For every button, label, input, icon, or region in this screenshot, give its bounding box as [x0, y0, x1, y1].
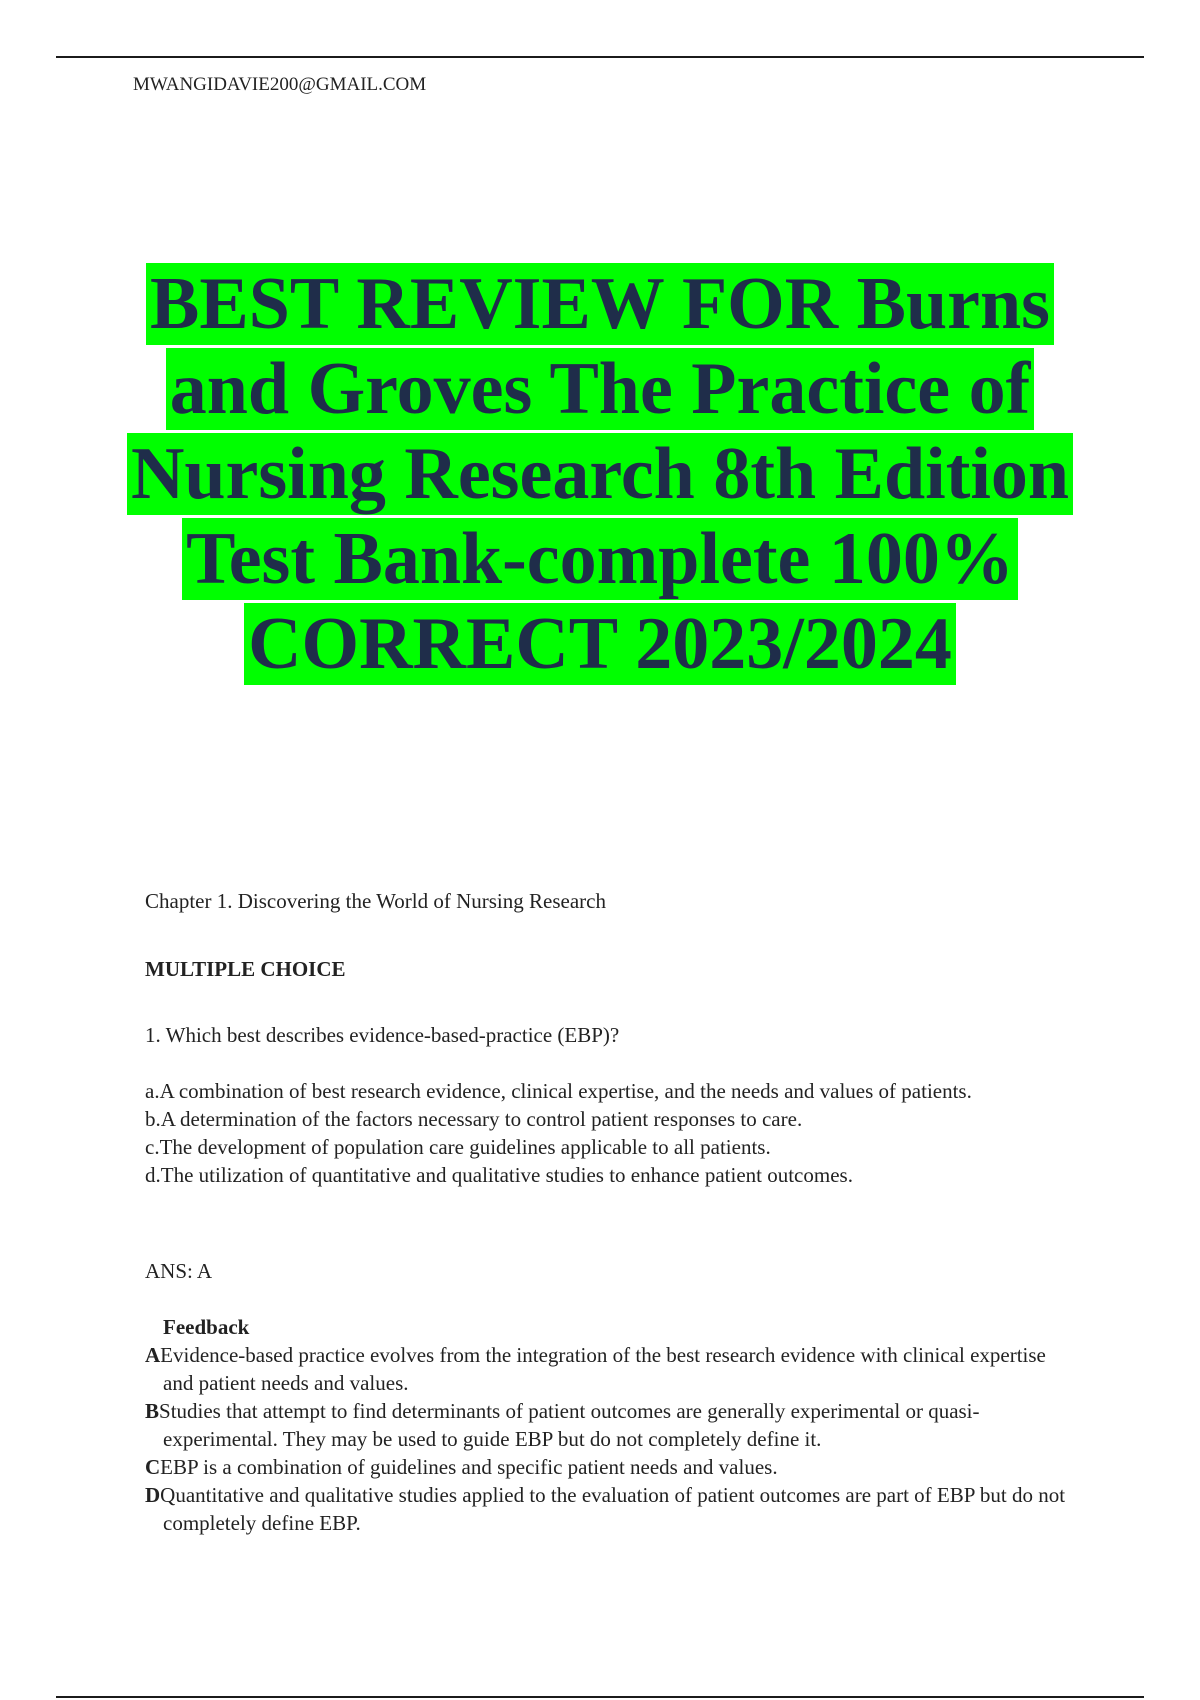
feedback-letter: C: [145, 1455, 161, 1479]
feedback-text: EBP is a combination of guidelines and specific patient needs and values.: [160, 1455, 778, 1479]
title-line-text: and Groves The Practice of: [166, 348, 1034, 430]
header-email: MWANGIDAVIE200@GMAIL.COM: [133, 74, 427, 95]
feedback-text: Evidence-based practice evolves from the integration of the best research evidence with clinical expertise and patient needs and values.: [160, 1343, 1046, 1395]
feedback-item-b: [145, 1397, 1075, 1453]
chapter-heading: Chapter 1. Discovering the World of Nursing Research: [145, 889, 606, 913]
option-a: a.A combination of best research evidence, clinical expertise, and the needs and values of patients.: [145, 1079, 972, 1103]
header-divider: [56, 56, 1144, 58]
feedback-item-c: [145, 1453, 1075, 1481]
footer-divider: [56, 1696, 1144, 1698]
feedback-text: Quantitative and qualitative studies applied to the evaluation of patient outcomes are part of EBP but do not completely define EBP.: [160, 1483, 1066, 1535]
option-d: d.The utilization of quantitative and qualitative studies to enhance patient outcomes.: [145, 1163, 853, 1187]
feedback-list: [145, 1341, 1075, 1537]
title-line-text: Test Bank-complete 100%: [182, 518, 1018, 600]
feedback-letter: B: [145, 1399, 160, 1423]
title-line: [60, 432, 1140, 517]
option-b: b.A determination of the factors necessary to control patient responses to care.: [145, 1107, 803, 1131]
feedback-letter: D: [145, 1483, 161, 1507]
feedback-item-a: [145, 1341, 1075, 1397]
section-heading: MULTIPLE CHOICE: [145, 957, 346, 981]
title-line-text: Nursing Research 8th Edition: [127, 433, 1073, 515]
feedback-item-d: [145, 1481, 1075, 1537]
title-line: [60, 262, 1140, 347]
feedback-heading: Feedback: [163, 1315, 250, 1339]
title-line: [60, 602, 1140, 687]
feedback-letter: A: [145, 1343, 161, 1367]
answer-options: [145, 1077, 1075, 1189]
title-line-text: CORRECT 2023/2024: [244, 603, 956, 685]
title-line: [60, 347, 1140, 432]
title-line: [60, 517, 1140, 602]
document-title: [60, 262, 1140, 687]
question-text: 1. Which best describes evidence-based-practice (EBP)?: [145, 1023, 620, 1047]
answer-key: ANS: A: [145, 1259, 213, 1283]
feedback-text: Studies that attempt to find determinants of patient outcomes are generally experimental or quasi-experimental. They may be used to guide EBP but do not completely define it.: [159, 1399, 980, 1451]
option-c: c.The development of population care guidelines applicable to all patients.: [145, 1135, 771, 1159]
title-line-text: BEST REVIEW FOR Burns: [146, 263, 1054, 345]
